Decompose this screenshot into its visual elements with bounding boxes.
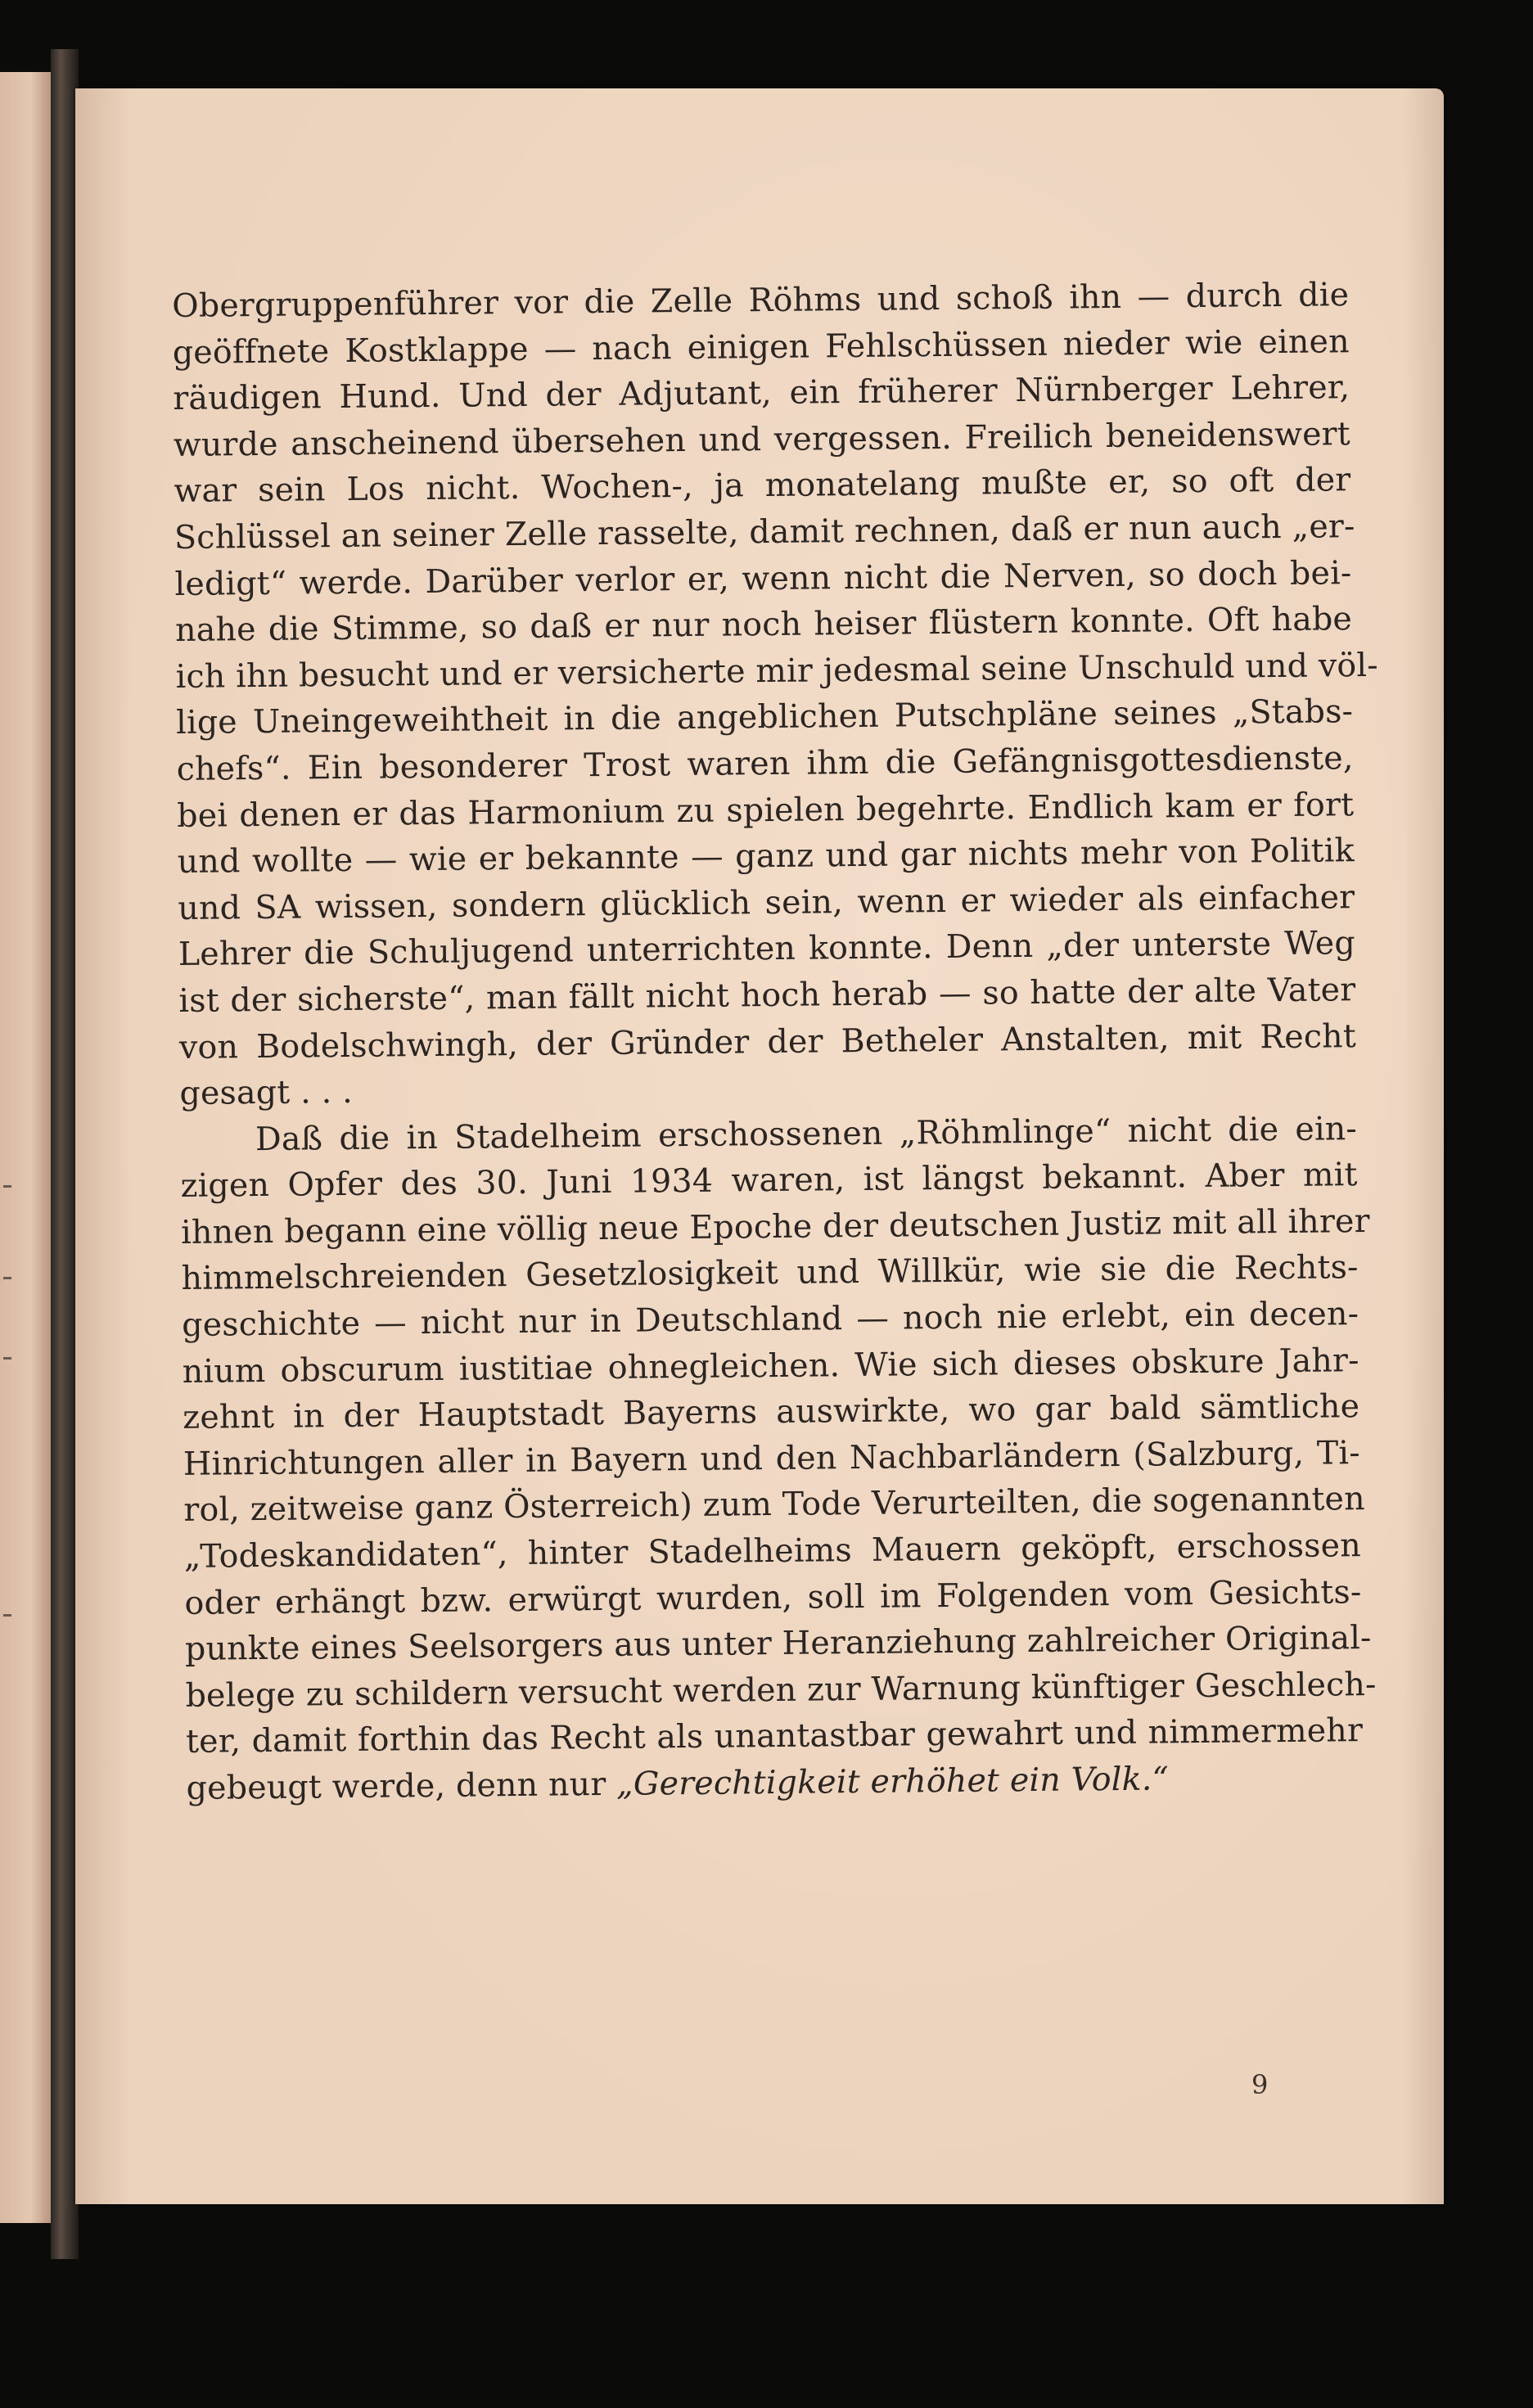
facing-page-mark [3, 1277, 11, 1279]
text-line: chefs“. Ein besonderer Trost waren ihm die Gefängnisgottesdienste, [176, 739, 1354, 788]
text-line: ledigt“ werde. Darüber verlor er, wenn nicht die Nerven, so doch bei- [174, 553, 1352, 603]
book-gutter [51, 49, 79, 2259]
text-line: Lehrer die Schuljugend unterrichten konnte. Denn „der unterste Weg [178, 924, 1356, 974]
text-line: nium obscurum iustitiae ohnegleichen. Wie sich dieses obskure Jahr- [182, 1341, 1359, 1391]
text-line: und wollte — wie er bekannte — ganz und gar nichts mehr von Politik [177, 832, 1355, 882]
page-number: 9 [1251, 2069, 1269, 2100]
text-line: ich ihn besucht und er versicherte mir jedesmal seine Unschuld und völ- [175, 646, 1379, 696]
text-line: zigen Opfer des 30. Juni 1934 waren, ist längst bekannt. Aber mit [180, 1156, 1358, 1206]
text-line: ist der sicherste“, man fällt nicht hoch herab — so hatte der alte Vater [178, 971, 1356, 1020]
text-line: und SA wissen, sondern glücklich sein, wenn er wieder als einfacher [178, 877, 1355, 927]
text-line: lige Uneingeweihtheit in die angeblichen Putschpläne seines „Stabs- [175, 692, 1354, 742]
text-line: himmelschreienden Gesetzlosigkeit und Willkür, wie sie die Rechts- [181, 1248, 1359, 1298]
body-text [172, 272, 1379, 1811]
text-line: ter, damit forthin das Recht als unantastbar gewahrt und nimmermehr [185, 1711, 1364, 1761]
book-page [75, 88, 1444, 2204]
text-line: räudigen Hund. Und der Adjutant, ein früherer Nürnberger Lehrer, [173, 368, 1350, 418]
text-line: war sein Los nicht. Wochen-, ja monatelang mußte er, so oft der [174, 461, 1351, 511]
text-line: wurde anscheinend übersehen und vergessen. Freilich beneidenswert [173, 414, 1351, 464]
text-line: zehnt in der Hauptstadt Bayerns auswirkte, wo gar bald sämtliche [183, 1387, 1360, 1437]
text-line: Obergruppenführer vor die Zelle Röhms und schoß ihn — durch die [172, 276, 1350, 325]
facing-page-mark [3, 1185, 11, 1188]
text-line: belege zu schildern versucht werden zur Warnung künftiger Geschlech- [185, 1665, 1377, 1715]
text-line: oder erhängt bzw. erwürgt wurden, soll im Folgenden vom Gesichts- [184, 1572, 1362, 1622]
text-line: rol, zeitweise ganz Österreich) zum Tode Verurteilten, die sogenannten [183, 1480, 1365, 1530]
text-line: von Bodelschwingh, der Gründer der Betheler Anstalten, mit Recht [178, 1017, 1357, 1066]
closing-line-text: gebeugt werde, denn nur [186, 1765, 617, 1807]
facing-page-edge [0, 72, 51, 2223]
facing-page-mark [3, 1614, 11, 1617]
text-line: Schlüssel an seiner Zelle rasselte, damit rechnen, daß er nun auch „er- [174, 507, 1355, 557]
text-line: bei denen er das Harmonium zu spielen begehrte. Endlich kam er fort [177, 785, 1355, 835]
text-line: punkte eines Seelsorgers aus unter Heranziehung zahlreicher Original- [184, 1619, 1372, 1669]
text-line: gesagt . . . [179, 1073, 354, 1113]
facing-page-mark [3, 1357, 11, 1360]
text-line: geschichte — nicht nur in Deutschland — noch nie erlebt, ein decen- [181, 1295, 1359, 1345]
text-line: geöffnete Kostklappe — nach einigen Fehlschüssen nieder wie einen [172, 322, 1350, 372]
text-line: „Todeskandidaten“, hinter Stadelheims Mauern geköpft, erschossen [183, 1526, 1362, 1576]
text-line: nahe die Stimme, so daß er nur noch heiser flüstern konnte. Oft habe [174, 600, 1353, 650]
text-line: Daß die in Stadelheim erschossenen „Röhmlinge“ nicht die ein- [255, 1109, 1358, 1158]
text-line: ihnen begann eine völlig neue Epoche der deutschen Justiz mit all ihrer [180, 1202, 1370, 1251]
text-line: Hinrichtungen aller in Bayern und den Nachbarländern (Salzburg, Ti- [183, 1433, 1361, 1483]
closing-quote: „Gerechtigkeit erhöhet ein Volk.“ [615, 1760, 1170, 1803]
